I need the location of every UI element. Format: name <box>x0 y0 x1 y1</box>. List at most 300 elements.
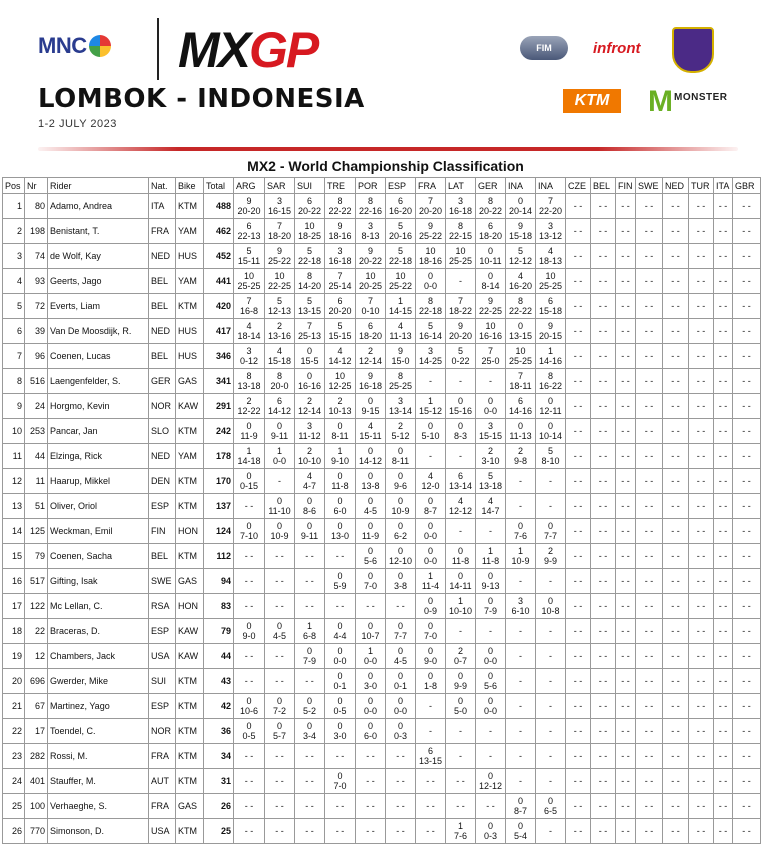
cell-rider: Braceras, D. <box>48 619 149 644</box>
cell-round: - - <box>663 769 689 794</box>
cell-rider: Haarup, Mikkel <box>48 469 149 494</box>
cell-total: 83 <box>204 594 234 619</box>
round-points: - <box>429 726 432 736</box>
cell-round <box>295 519 325 544</box>
heat-points: 10-13 <box>328 406 352 416</box>
table-row <box>3 569 761 594</box>
cell-round: - - <box>689 744 714 769</box>
cell-round: - - <box>566 194 591 219</box>
cell-round: - - <box>636 719 663 744</box>
heat-points: 15-11 <box>237 256 261 266</box>
cell-round: - - <box>636 744 663 769</box>
cell-bike: KTM <box>176 669 204 694</box>
cell-round: - - <box>663 444 689 469</box>
cell-round: - - <box>591 494 616 519</box>
round-points: 7 <box>427 196 433 206</box>
cell-round: - - <box>636 194 663 219</box>
round-points: 2 <box>397 421 403 431</box>
cell-round <box>476 269 506 294</box>
cell-bike: KTM <box>176 719 204 744</box>
heat-points: 7-2 <box>272 706 286 716</box>
round-points: 4 <box>246 321 252 331</box>
cell-round <box>234 744 265 769</box>
round-points: 3 <box>517 596 523 606</box>
cell-round <box>356 344 386 369</box>
cell-round <box>506 544 536 569</box>
cell-round <box>446 744 476 769</box>
heat-points: 20-25 <box>358 281 383 291</box>
cell-round: - - <box>616 669 636 694</box>
heat-points: 16-14 <box>418 331 443 341</box>
cell-round <box>265 719 295 744</box>
cell-round <box>234 244 265 269</box>
round-points: - <box>549 676 552 686</box>
round-points: 9 <box>427 221 433 231</box>
round-points: 0 <box>367 696 373 706</box>
round-points: - <box>549 501 552 511</box>
table-row <box>3 294 761 319</box>
round-points: - <box>519 751 522 761</box>
cell-round: - - <box>566 544 591 569</box>
cell-round <box>416 719 446 744</box>
heat-points: 3-0 <box>333 731 347 741</box>
round-points: 8 <box>427 296 433 306</box>
cell-round <box>416 394 446 419</box>
cell-round: - - <box>616 344 636 369</box>
round-points: 6 <box>246 221 252 231</box>
heat-points: 8-3 <box>453 431 467 441</box>
cell-round <box>506 694 536 719</box>
round-points: 9 <box>246 196 252 206</box>
cell-round: - - <box>733 494 761 519</box>
cell-round <box>506 419 536 444</box>
cell-round: - - <box>566 594 591 619</box>
heat-points: 16-18 <box>328 256 352 266</box>
round-points: 8 <box>367 196 373 206</box>
cell-round <box>476 219 506 244</box>
heat-points: 25-0 <box>481 356 500 366</box>
cell-nr: 67 <box>25 694 48 719</box>
heat-points: 5-2 <box>302 706 316 716</box>
cell-nat: ESP <box>149 494 176 519</box>
cell-round: - - <box>591 294 616 319</box>
heat-points: 5-6 <box>363 556 377 566</box>
round-points: - <box>519 726 522 736</box>
cell-round: - - <box>663 344 689 369</box>
cell-round: - - <box>636 544 663 569</box>
cell-round <box>506 244 536 269</box>
cell-pos: 21 <box>3 694 25 719</box>
cell-bike: KTM <box>176 769 204 794</box>
cell-round <box>476 419 506 444</box>
heat-points: 25-25 <box>237 281 261 291</box>
cell-round <box>356 669 386 694</box>
round-points: 2 <box>367 346 373 356</box>
heat-points: 18-14 <box>237 331 261 341</box>
cell-round <box>446 544 476 569</box>
cell-round: - - <box>663 244 689 269</box>
cell-round <box>506 194 536 219</box>
heat-points: 14-11 <box>449 581 472 591</box>
round-points: 5 <box>246 246 252 256</box>
round-points: 10 <box>334 371 345 381</box>
round-points: - <box>549 576 552 586</box>
cell-round: - - <box>733 444 761 469</box>
heat-points: 16-20 <box>508 281 533 291</box>
col-round: SWE <box>636 178 663 194</box>
round-points: - - <box>396 826 405 836</box>
round-points: 0 <box>547 396 553 406</box>
round-points: 2 <box>306 396 312 406</box>
cell-round <box>265 744 295 769</box>
heat-points: 13-16 <box>267 331 292 341</box>
cell-round: - - <box>733 344 761 369</box>
cell-rider: Gwerder, Mike <box>48 669 149 694</box>
cell-round <box>265 219 295 244</box>
cell-round <box>325 794 356 819</box>
heat-points: 5-7 <box>272 731 286 741</box>
round-points: 5 <box>487 471 493 481</box>
cell-round <box>265 769 295 794</box>
cell-round: - - <box>714 219 733 244</box>
cell-round <box>446 344 476 369</box>
heat-points: 11-10 <box>268 506 291 516</box>
cell-round <box>416 569 446 594</box>
round-points: 0 <box>457 671 463 681</box>
cell-round <box>265 269 295 294</box>
cell-round: - - <box>616 619 636 644</box>
cell-round <box>446 319 476 344</box>
cell-round: - - <box>663 744 689 769</box>
cell-pos: 1 <box>3 194 25 219</box>
round-points: - - <box>396 751 405 761</box>
round-points: - <box>459 451 462 461</box>
round-points: 10 <box>304 221 315 231</box>
cell-round <box>295 469 325 494</box>
heat-points: 22-18 <box>418 306 443 316</box>
round-points: 0 <box>427 496 433 506</box>
round-points: - <box>489 626 492 636</box>
cell-rider: Gifting, Isak <box>48 569 149 594</box>
heat-points: 15-16 <box>448 406 473 416</box>
round-points: - - <box>305 751 314 761</box>
round-points: 0 <box>306 496 312 506</box>
cell-round: - - <box>714 369 733 394</box>
round-points: 0 <box>246 421 252 431</box>
table-header-row <box>3 178 761 194</box>
cell-round: - - <box>689 419 714 444</box>
table-row <box>3 519 761 544</box>
round-points: - - <box>305 776 314 786</box>
cell-round <box>265 319 295 344</box>
table-row <box>3 594 761 619</box>
cell-round <box>476 769 506 794</box>
cell-round: - - <box>591 769 616 794</box>
cell-round: - - <box>714 394 733 419</box>
cell-round <box>476 669 506 694</box>
round-points: - - <box>275 826 284 836</box>
cell-nat: SWE <box>149 569 176 594</box>
heat-points: 20-14 <box>508 206 533 216</box>
cell-round <box>325 344 356 369</box>
cell-pos: 16 <box>3 569 25 594</box>
cell-round <box>446 694 476 719</box>
heat-points: 14-25 <box>418 356 443 366</box>
cell-round: - - <box>714 544 733 569</box>
heat-points: 10-9 <box>391 506 410 516</box>
cell-round: - - <box>714 794 733 819</box>
heat-points: 5-6 <box>483 681 497 691</box>
heat-points: 12-12 <box>478 781 503 791</box>
round-points: - - <box>396 776 405 786</box>
round-points: 0 <box>276 721 282 731</box>
cell-total: 124 <box>204 519 234 544</box>
cell-round <box>446 769 476 794</box>
round-points: 5 <box>397 246 403 256</box>
heat-points: 12-22 <box>237 406 261 416</box>
cell-round <box>506 769 536 794</box>
cell-round <box>386 419 416 444</box>
cell-round: - - <box>636 394 663 419</box>
cell-round: - - <box>714 269 733 294</box>
heat-points: 7-6 <box>453 831 467 841</box>
cell-round <box>536 594 566 619</box>
infront-logo: infront <box>593 40 641 57</box>
cell-round <box>386 319 416 344</box>
heat-points: 15-18 <box>538 306 563 316</box>
cell-nr: 72 <box>25 294 48 319</box>
cell-round: - - <box>663 644 689 669</box>
cell-round <box>295 744 325 769</box>
round-points: - <box>459 376 462 386</box>
cell-round: - - <box>591 194 616 219</box>
cell-round: - - <box>591 644 616 669</box>
round-points: 0 <box>367 496 373 506</box>
cell-pos: 5 <box>3 294 25 319</box>
cell-total: 44 <box>204 644 234 669</box>
cell-round: - - <box>636 469 663 494</box>
cell-round: - - <box>689 769 714 794</box>
cell-round <box>476 319 506 344</box>
cell-rider: Everts, Liam <box>48 294 149 319</box>
round-points: - - <box>305 826 314 836</box>
round-points: 0 <box>517 196 523 206</box>
heat-points: 9-13 <box>481 581 500 591</box>
heat-points: 0-0 <box>393 706 407 716</box>
round-points: 1 <box>276 446 282 456</box>
cell-pos: 11 <box>3 444 25 469</box>
cell-nr: 517 <box>25 569 48 594</box>
cell-bike: KTM <box>176 294 204 319</box>
cell-round <box>506 469 536 494</box>
round-points: 0 <box>367 721 373 731</box>
cell-round <box>446 469 476 494</box>
cell-nr: 39 <box>25 319 48 344</box>
round-points: 9 <box>367 371 373 381</box>
heat-points: 9-11 <box>300 531 319 541</box>
cell-round: - - <box>616 419 636 444</box>
cell-round <box>416 194 446 219</box>
round-points: - - <box>305 676 314 686</box>
cell-round <box>325 569 356 594</box>
cell-total: 43 <box>204 669 234 694</box>
cell-pos: 4 <box>3 269 25 294</box>
col-round: TRE <box>325 178 356 194</box>
cell-rider: Weckman, Emil <box>48 519 149 544</box>
round-points: 4 <box>457 496 463 506</box>
round-points: 0 <box>337 721 343 731</box>
heat-points: 20-20 <box>328 306 352 316</box>
cell-rider: Stauffer, M. <box>48 769 149 794</box>
cell-round: - - <box>616 219 636 244</box>
cell-round <box>386 294 416 319</box>
round-points: 7 <box>367 296 373 306</box>
cell-round <box>234 819 265 844</box>
cell-round <box>506 369 536 394</box>
cell-pos: 9 <box>3 394 25 419</box>
table-row <box>3 219 761 244</box>
cell-bike: HUS <box>176 244 204 269</box>
cell-round: - - <box>566 444 591 469</box>
heat-points: 7-9 <box>483 606 497 616</box>
cell-round: - - <box>714 694 733 719</box>
cell-bike: HUS <box>176 344 204 369</box>
cell-round <box>446 594 476 619</box>
round-points: 7 <box>487 346 493 356</box>
cell-round <box>265 244 295 269</box>
cell-round <box>356 769 386 794</box>
cell-pos: 14 <box>3 519 25 544</box>
cell-round: - - <box>636 494 663 519</box>
heat-points: 12-12 <box>448 506 473 516</box>
round-points: 0 <box>397 721 403 731</box>
cell-round: - - <box>689 619 714 644</box>
col-total: Total <box>204 178 234 194</box>
cell-bike: KAW <box>176 394 204 419</box>
round-points: 6 <box>517 396 523 406</box>
cell-nr: 122 <box>25 594 48 619</box>
round-points: 0 <box>306 521 312 531</box>
heat-points: 22-15 <box>448 231 473 241</box>
round-points: 0 <box>427 646 433 656</box>
heat-points: 13-14 <box>448 481 473 491</box>
cell-round: - - <box>663 819 689 844</box>
heat-points: 6-0 <box>333 506 347 516</box>
round-points: 4 <box>547 246 553 256</box>
round-points: - - <box>396 601 405 611</box>
round-points: 0 <box>517 521 523 531</box>
cell-round: - - <box>689 819 714 844</box>
round-points: 2 <box>517 446 523 456</box>
cell-round: - - <box>714 294 733 319</box>
cell-round: - - <box>733 644 761 669</box>
cell-nr: 282 <box>25 744 48 769</box>
cell-round <box>386 194 416 219</box>
round-points: - - <box>275 801 284 811</box>
cell-round <box>356 744 386 769</box>
round-points: 8 <box>547 371 553 381</box>
heat-points: 10-10 <box>448 606 473 616</box>
round-points: 0 <box>427 271 433 281</box>
round-points: - <box>489 751 492 761</box>
ktm-logo: KTM <box>563 89 621 113</box>
cell-round <box>295 394 325 419</box>
cell-round: - - <box>616 444 636 469</box>
round-points: 0 <box>246 696 252 706</box>
fim-logo: FIM <box>520 36 568 60</box>
cell-round: - - <box>689 594 714 619</box>
round-points: 0 <box>397 571 403 581</box>
cell-round <box>416 519 446 544</box>
cell-round: - - <box>591 369 616 394</box>
round-points: 10 <box>545 271 556 281</box>
round-points: 6 <box>337 296 343 306</box>
cell-round: - - <box>616 544 636 569</box>
cell-pos: 18 <box>3 619 25 644</box>
cell-round: - - <box>636 519 663 544</box>
cell-round: - - <box>566 569 591 594</box>
cell-round <box>476 619 506 644</box>
round-points: 2 <box>487 446 493 456</box>
cell-round: - - <box>689 369 714 394</box>
round-points: 5 <box>306 296 312 306</box>
cell-round: - - <box>616 294 636 319</box>
round-points: 10 <box>395 271 406 281</box>
heat-points: 5-12 <box>391 431 410 441</box>
cell-round <box>325 444 356 469</box>
cell-total: 170 <box>204 469 234 494</box>
round-points: - - <box>244 776 254 786</box>
cell-round <box>265 544 295 569</box>
cell-round <box>295 644 325 669</box>
cell-round <box>536 369 566 394</box>
round-points: 2 <box>547 546 553 556</box>
round-points: 0 <box>367 546 373 556</box>
heat-points: 10-14 <box>538 431 563 441</box>
cell-nat: FRA <box>149 794 176 819</box>
cell-round <box>416 694 446 719</box>
round-points: - - <box>305 801 314 811</box>
heat-points: 7-0 <box>423 631 437 641</box>
cell-total: 94 <box>204 569 234 594</box>
cell-round <box>476 394 506 419</box>
cell-pos: 17 <box>3 594 25 619</box>
round-points: 10 <box>425 246 436 256</box>
heat-points: 15-18 <box>267 356 292 366</box>
heat-points: 4-4 <box>333 631 347 641</box>
heat-points: 11-13 <box>509 431 532 441</box>
cell-round <box>386 819 416 844</box>
round-points: 1 <box>337 446 343 456</box>
round-points: 0 <box>487 821 493 831</box>
cell-nr: 80 <box>25 194 48 219</box>
heat-points: 13-8 <box>361 481 380 491</box>
cell-nr: 253 <box>25 419 48 444</box>
heat-points: 22-25 <box>267 281 292 291</box>
cell-nat: BEL <box>149 269 176 294</box>
cell-rider: Laengenfelder, S. <box>48 369 149 394</box>
round-points: - <box>549 626 552 636</box>
cell-round <box>265 619 295 644</box>
cell-round <box>265 569 295 594</box>
cell-round <box>295 669 325 694</box>
round-points: 0 <box>487 771 493 781</box>
cell-nr: 125 <box>25 519 48 544</box>
cell-round <box>386 594 416 619</box>
heat-points: 13-18 <box>478 481 503 491</box>
col-round: GER <box>476 178 506 194</box>
round-points: 6 <box>367 321 373 331</box>
